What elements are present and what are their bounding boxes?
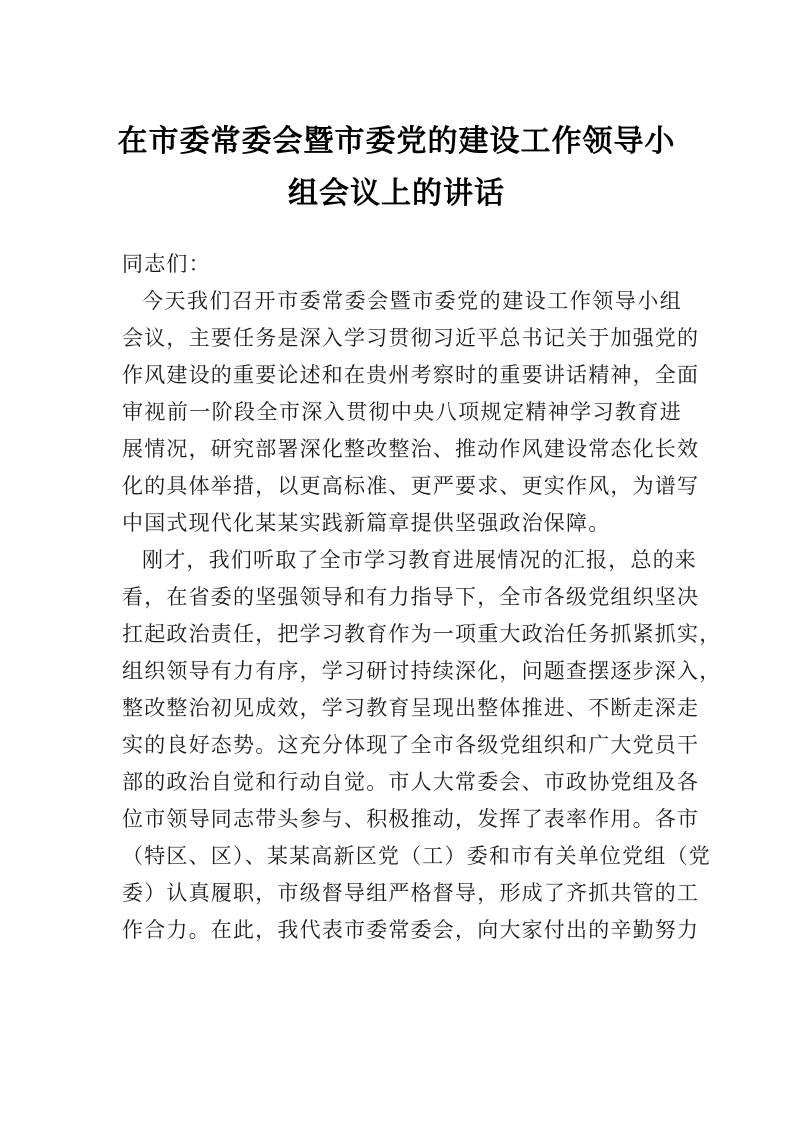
- paragraph-2-line: 刚才，我们听取了全市学习教育进展情况的汇报，总的来: [142, 548, 697, 572]
- paragraph-1-line: 中国式现代化某某实践新篇章提供坚强政治保障。: [122, 511, 611, 535]
- paragraph-2-line: 实的良好态势。这充分体现了全市各级党组织和广大党员干: [122, 733, 700, 757]
- paragraph-2-line: 扛起政治责任，把学习教育作为一项重大政治任务抓紧抓实，: [122, 622, 722, 646]
- paragraph-1-line: 会议，主要任务是深入学习贯彻习近平总书记关于加强党的: [122, 326, 700, 350]
- paragraph-1-line: 审视前一阶段全市深入贯彻中央八项规定精神学习教育进: [122, 400, 682, 424]
- paragraph-1-line: 化的具体举措，以更高标准、更严要求、更实作风，为谱写: [122, 474, 700, 498]
- paragraph-2-line: 看，在省委的坚强领导和有力指导下，全市各级党组织坚决: [122, 585, 700, 609]
- salutation: 同志们：: [122, 252, 211, 276]
- paragraph-2-line: 委）认真履职，市级督导组严格督导，形成了齐抓共管的工: [122, 881, 700, 905]
- document-title-line-2: 组会议上的讲话: [288, 176, 505, 211]
- paragraph-2-line: 组织领导有力有序，学习研讨持续深化，问题查摆逐步深入，: [122, 659, 722, 683]
- paragraph-2-line: （特区、区）、某某高新区党（工）委和市有关单位党组（党: [122, 844, 711, 868]
- paragraph-2-line: 位市领导同志带头参与、积极推动，发挥了表率作用。各市: [122, 807, 700, 831]
- paragraph-2-line: 整改整治初见成效，学习教育呈现出整体推进、不断走深走: [122, 696, 700, 720]
- paragraph-2-line: 部的政治自觉和行动自觉。市人大常委会、市政协党组及各: [122, 770, 700, 794]
- document-title-line-1: 在市委常委会暨市委党的建设工作领导小: [117, 124, 676, 159]
- paragraph-1-line: 展情况，研究部署深化整改整治、推动作风建设常态化长效: [122, 437, 700, 461]
- paragraph-1-line: 今天我们召开市委常委会暨市委党的建设工作领导小组: [142, 289, 682, 313]
- paragraph-1-line: 作风建设的重要论述和在贵州考察时的重要讲话精神，全面: [122, 363, 700, 387]
- paragraph-2-line: 作合力。在此，我代表市委常委会，向大家付出的辛勤努力: [122, 918, 700, 942]
